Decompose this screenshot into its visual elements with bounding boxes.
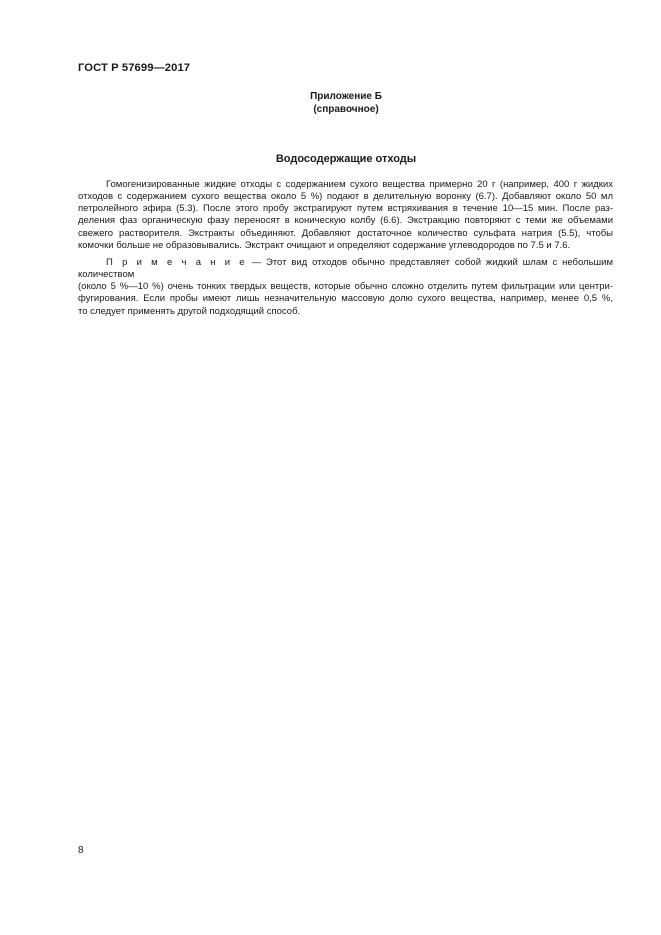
paragraph-line: Гомогенизированные жидкие отходы с содержанием сухого вещества примерно 20 г (например, 400 г жидких xyxy=(106,179,613,190)
note-line xyxy=(78,257,613,281)
paragraph-main xyxy=(78,179,613,252)
document-header: ГОСТ Р 57699—2017 xyxy=(78,62,191,74)
paragraph-line: деления фаз органическую фазу переносят в коническую колбу (6.6). Экстракцию повторяют с теми же объемами xyxy=(78,215,613,227)
appendix-heading xyxy=(78,91,614,116)
section-title: Водосодержащие отходы xyxy=(275,153,417,165)
note-text: — Этот вид отходов обычно представляет собой жидкий шлам с небольшим количеством xyxy=(78,256,613,281)
appendix-type: (справочное) xyxy=(313,103,379,115)
body-text xyxy=(78,179,613,318)
paragraph-line: свежего растворителя. Экстракты объединяют. Добавляют достаточное количество сульфата натрия (5.5), чтобы xyxy=(78,227,613,239)
note-paragraph xyxy=(78,257,613,318)
note-line: то следует применять другой подходящий способ. xyxy=(78,305,301,317)
page-number: 8 xyxy=(78,845,84,856)
appendix-title: Приложение Б xyxy=(310,91,382,102)
paragraph-line: отходов с содержанием сухого вещества около 5 %) подают в делительную воронку (6.7). Добавляют около 50 мл xyxy=(78,191,613,203)
note-line: (около 5 %—10 %) очень тонких твердых веществ, которые обычно сложно отделить путем фильтрации или центри- xyxy=(78,281,613,293)
note-label: П р и м е ч а н и е xyxy=(106,256,247,268)
paragraph-line: комочки больше не образовывались. Экстракт очищают и определяют содержание углеводородов по 7.5 и 7.6. xyxy=(78,239,571,251)
paragraph-line: петролейного эфира (5.3). После этого пробу экстрагируют путем встряхивания в течение 10—15 мин. После раз- xyxy=(78,203,613,215)
note-line: фугирования. Если пробы имеют лишь незначительную массовую долю сухого вещества, например, менее 0,5 %, xyxy=(78,293,613,305)
